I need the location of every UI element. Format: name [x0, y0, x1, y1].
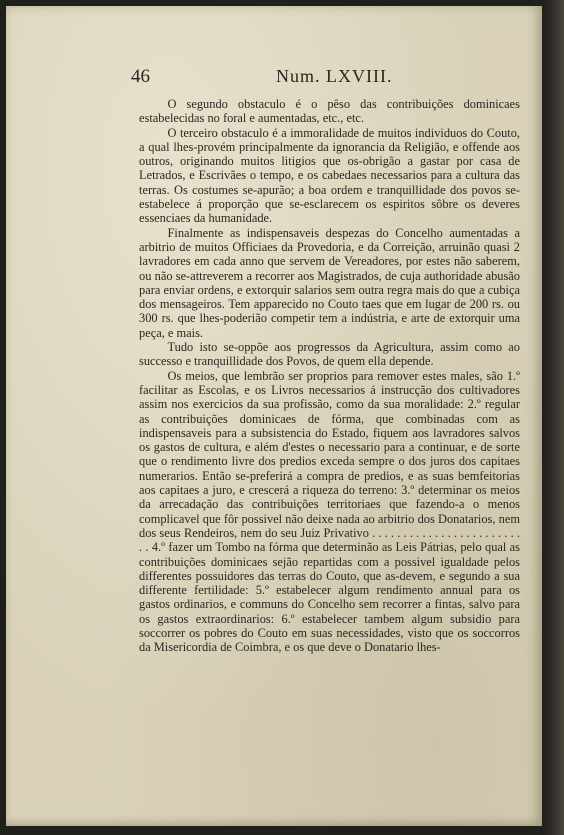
- body-text: [139, 97, 520, 655]
- page-header: [131, 66, 526, 92]
- paragraph-meios-remover: Os meios, que lembrão ser proprios para remover estes males, são 1.º facilitar as Escolas, e os Livros necessarios á instrucção dos cultivadores assim nos exercicios da sua profissão, como da sua moralidade: 2.º regular as contribuições dominicaes de fórma, que combinadas com as indispensaveis para a subsistencia do Estado, fiquem aos lavradores salvos os gastos de cultura, e além d'estes o necessario para a continuar, e de sorte que o rendimento livre dos predios exceda sempre o dos juros dos capitaes numerarios. Então se-preferirá a compra de predios, e as suas bemfeitorias aos capitaes a juro, e crescerá a riqueza do terreno: 3.º determinar os meios da arrecadação das contribuições territoriaes que fazendo-a o menos complicavel que fôr possivel não deixe nada ao arbitrio dos Donatarios, nem dos seus Rendeiros, nem do seu Juiz Privativo . . . . . . . . . . . . . . . . . . . . . . . . . . 4.º fazer um Tombo na fórma que determinão as Leis Pátrias, pelo qual as contribuições dominicaes sejão repartidas com a possivel igualdade pelos differentes possuidores das terras do Couto, que as-devem, e segundo a sua differente fertilidade: 5.º estabelecer algum rendimento annual para os gastos ordinarios, e communs do Concelho sem recorrer a fintas, salvo para os gastos extraordinarios: 6.º estabelecer tambem algum subsidio para soccorrer os pobres do Couto em suas necessidades, visto que os soccorros da Misericordia de Coimbra, e os que deve o Donatario lhes-: [139, 368, 520, 655]
- paragraph-progressos-agricultura: Tudo isto se-oppõe aos progressos da Agricultura, assim como ao successo e tranquillidade dos Povos, de quem ella depende.: [139, 340, 520, 369]
- running-head-title: Num. LXVIII.: [276, 66, 393, 86]
- page-edge-shadow: [542, 0, 564, 835]
- paragraph-terceiro-obstaculo: O terceiro obstaculo é a immoralidade de muitos individuos do Couto, a qual lhes-provém principalmente da ignorancia da Religião, e offende aos outros, originando muitos litigios que os-obrigão a gastar por casa de Letrados, e Escrivães o tempo, e os cabedaes necessarios para a cultura das terras. Os costumes se-apurão; a boa ordem e tranquillidade dos povos se-estabelece á proporção que se-esclarecem os espiritos sôbre os deveres essenciaes da humanidade.: [139, 125, 520, 226]
- paragraph-despezas-concelho: Finalmente as indispensaveis despezas do Concelho aumentadas a arbitrio de muitos Officiaes da Provedoria, e da Correição, arruinão quasi 2 lavradores em cada anno que servem de Vereadores, por estes não saberem, ou não se-attreverem a recorrer aos Magistrados, de cuja authoridade abusão para enviar ordens, e extorquir salarios sem outra regra mais do que a cubiça dos mensageiros. Tem apparecido no Couto taes que em lugar de 200 rs. ou 300 rs. que lhes-poderião competir tem a indústria, e arte de extorquir uma peça, e mais.: [139, 225, 520, 340]
- book-page: [6, 6, 542, 826]
- page-number: 46: [131, 66, 150, 87]
- paragraph-segundo-obstaculo: O segundo obstaculo é o pêso das contribuições dominicaes estabelecidas no foral e aumentadas, etc., etc.: [139, 97, 520, 126]
